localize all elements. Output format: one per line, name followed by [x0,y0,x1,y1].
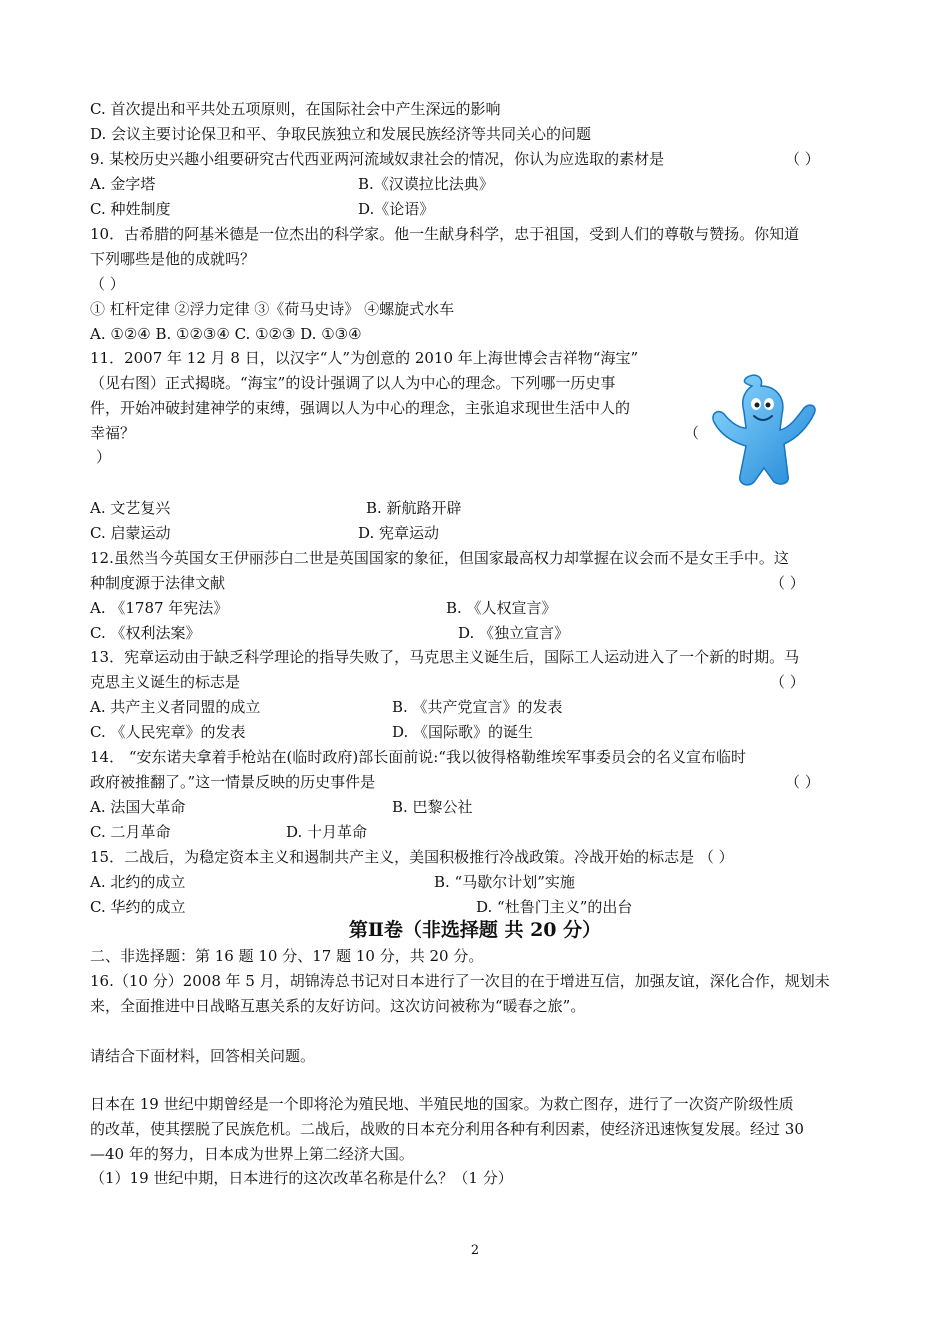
q11-stem-line4: 幸福？ [90,424,136,442]
q10-items: ① 杠杆定律 ②浮力定律 ③《荷马史诗》 ④螺旋式水车 [90,300,455,318]
material-line3: —40 年的努力，日本成为世界上第二经济大国。 [90,1145,414,1163]
q15-option-a: A. 北约的成立 [90,873,186,891]
q13-option-d: D. 《国际歌》的诞生 [392,723,534,741]
q14-stem-line1: 14． “安东诺夫拿着手枪站在(临时政府)部长面前说:“我以彼得格勒维埃军事委员会的名义宣布临时 [90,748,746,766]
part2-heading: 二、非选择题：第 16 题 10 分、17 题 10 分，共 20 分。 [90,947,484,965]
q10-options: A. ①②④ B. ①②③④ C. ①②③ D. ①③④ [90,325,362,343]
q15-option-d: D. “杜鲁门主义”的出台 [476,898,633,916]
q14-option-b: B. 巴黎公社 [392,798,473,816]
q11-option-d: D. 宪章运动 [358,524,440,542]
q10-stem-line1: 10．古希腊的阿基米德是一位杰出的科学家。他一生献身科学，忠于祖国，受到人们的尊敬与赞扬。你知道 [90,225,800,243]
page-number: 2 [470,1243,480,1258]
q16-subquestion-1: （1）19 世纪中期，日本进行的这次改革名称是什么？（1 分） [90,1169,513,1187]
q11-option-a: A. 文艺复兴 [90,499,171,517]
q9-option-c: C. 种姓制度 [90,200,171,218]
q14-option-a: A. 法国大革命 [90,798,186,816]
q15-option-b: B. “马歇尔计划”实施 [434,873,575,891]
q10-stem-line2: 下列哪些是他的成就吗？ [90,250,256,268]
q16-instruction: 请结合下面材料，回答相关问题。 [90,1047,316,1065]
q15-stem: 15．二战后，为稳定资本主义和遏制共产主义，美国积极推行冷战政策。冷战开始的标志是 （ ） [90,848,734,866]
q16-stem-line1: 16.（10 分）2008 年 5 月，胡锦涛总书记对日本进行了一次目的在于增进互信，加强友谊，深化合作，规划未 [90,972,830,990]
q10-answer-paren[interactable]: （ ） [90,275,125,293]
q13-option-b: B. 《共产党宣言》的发表 [392,698,563,716]
q13-stem-line2: 克思主义诞生的标志是 [90,673,241,691]
q11-stem-line2: （见右图）正式揭晓。“海宝”的设计强调了以人为中心的理念。下列哪一历史事 [90,374,616,392]
q9-stem: 9. 某校历史兴趣小组要研究古代西亚两河流域奴隶社会的情况，你认为应选取的素材是 [90,150,665,168]
q16-stem-line2: 来，全面推进中日战略互惠关系的友好访问。这次访问被称为“暖春之旅”。 [90,997,586,1015]
q8-option-c: C. 首次提出和平共处五项原则，在国际社会中产生深远的影响 [90,100,501,118]
q14-option-d: D. 十月革命 [286,823,368,841]
material-line2: 的改革，使其摆脱了民族危机。二战后，战败的日本充分利用各种有利因素，使经济迅速恢复发展。经过 30 [90,1120,804,1138]
q11-answer-paren-close: ） [96,448,112,466]
q9-option-b: B.《汉谟拉比法典》 [358,175,494,193]
q11-stem-line1: 11．2007 年 12 月 8 日，以汉字“人”为创意的 2010 年上海世博会吉祥物“海宝” [90,349,639,367]
q11-option-c: C. 启蒙运动 [90,524,171,542]
q12-option-c: C. 《权利法案》 [90,624,201,642]
q15-option-c: C. 华约的成立 [90,898,186,916]
q12-option-b: B. 《人权宣言》 [446,599,557,617]
q14-answer-paren[interactable]: （ ） [785,773,820,791]
q11-stem-line3: 件，开始冲破封建神学的束缚，强调以人为中心的理念，主张追求现世生活中人的 [90,399,631,417]
q12-answer-paren[interactable]: （ ） [770,574,805,592]
q11-answer-paren-open[interactable]: （ [684,424,700,442]
q13-option-c: C. 《人民宪章》的发表 [90,723,246,741]
q13-option-a: A. 共产主义者同盟的成立 [90,698,261,716]
q13-stem-line1: 13．宪章运动由于缺乏科学理论的指导失败了，马克思主义诞生后，国际工人运动进入了一个新的时期。马 [90,648,800,666]
q12-option-a: A. 《1787 年宪法》 [90,599,229,617]
q14-stem-line2: 政府被推翻了。”这一情景反映的历史事件是 [90,773,376,791]
q12-stem-line2: 种制度源于法律文献 [90,574,226,592]
q8-option-d: D. 会议主要讨论保卫和平、争取民族独立和发展民族经济等共同关心的问题 [90,125,592,143]
q12-stem-line1: 12.虽然当今英国女王伊丽莎白二世是英国国家的象征，但国家最高权力却掌握在议会而不是女王手中。这 [90,549,789,567]
q9-option-a: A. 金字塔 [90,175,156,193]
material-line1: 日本在 19 世纪中期曾经是一个即将沦为殖民地、半殖民地的国家。为救亡图存，进行了一次资产阶级性质 [90,1095,794,1113]
section-title: 第Ⅱ卷（非选择题 共 20 分） [348,919,602,941]
q12-option-d: D. 《独立宣言》 [458,624,570,642]
q14-option-c: C. 二月革命 [90,823,171,841]
haibao-mascot-icon [706,372,821,490]
q13-answer-paren[interactable]: （ ） [770,673,805,691]
q9-option-d: D.《论语》 [358,200,435,218]
q11-option-b: B. 新航路开辟 [366,499,462,517]
q9-answer-paren[interactable]: （ ） [785,150,820,168]
